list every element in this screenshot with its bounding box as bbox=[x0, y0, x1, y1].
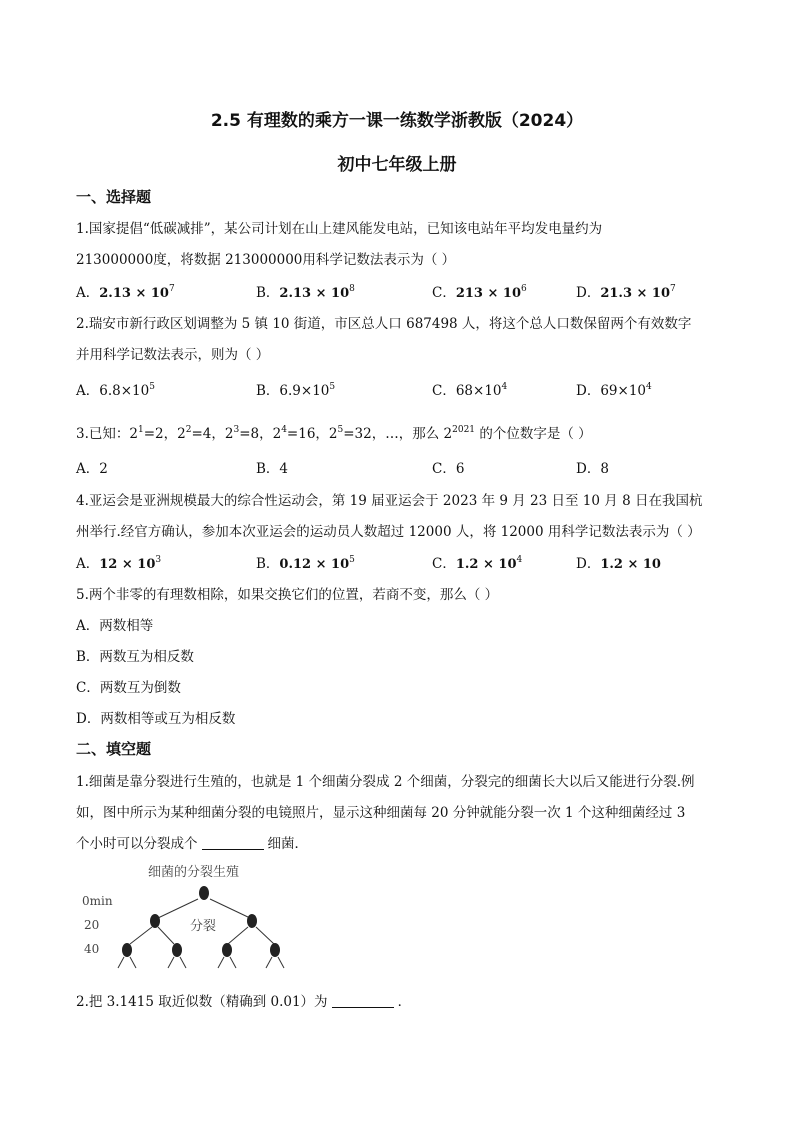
q4-option-c: C．$1.2 \times 10^4$ bbox=[432, 555, 523, 572]
q2-option-c: C．$68\times 10^4$ bbox=[432, 382, 508, 399]
section-heading-choice: 一、选择题 bbox=[76, 188, 152, 206]
q1-line2: 213000000度，将数据 213000000用科学记数法表示为（ ） bbox=[76, 252, 456, 268]
q2-line1: 2.瑞安市新行政区划调整为 5 镇 10 街道，市区总人口 687498 人，将这个总人口数保留两个有效数字 bbox=[76, 316, 692, 332]
time-label-40: 40 bbox=[84, 942, 100, 956]
bacterium-2c bbox=[222, 943, 232, 957]
figure-caption: 细菌的分裂生殖 bbox=[148, 865, 240, 880]
q1-option-b: B．$2.13 \times 10^8$ bbox=[256, 284, 355, 301]
bacterium-2a bbox=[122, 943, 132, 957]
q4-option-b: B．$0.12 \times 10^5$ bbox=[256, 555, 355, 572]
bacteria-division-diagram bbox=[78, 860, 298, 972]
q5-option-d: D．两数相等或互为相反数 bbox=[76, 711, 236, 727]
q3-option-b: B．4 bbox=[256, 461, 289, 477]
q4-option-a: A．$12 \times 10^3$ bbox=[76, 555, 162, 572]
q1-option-a: A．$2.13 \times 10^7$ bbox=[76, 284, 175, 301]
q4-option-d: D．1.2 × 10 bbox=[576, 556, 661, 572]
q1-option-d: D．$21.3 \times 10^7$ bbox=[576, 284, 676, 301]
section-heading-fill: 二、填空题 bbox=[76, 740, 152, 758]
q5-option-b: B．两数互为相反数 bbox=[76, 649, 194, 665]
bacterium-2d bbox=[270, 943, 280, 957]
q3-option-c: C．6 bbox=[432, 461, 465, 477]
fill2-line: 2.把 3.1415 取近似数（精确到 0.01）为 ． bbox=[76, 994, 412, 1010]
fill1-line1: 1.细菌是靠分裂进行生殖的，也就是 1 个细菌分裂成 2 个细菌，分裂完的细菌长大以后又能进行分裂.例 bbox=[76, 774, 695, 790]
q4-line2: 州举行.经官方确认，参加本次亚运会的运动员人数超过 12000 人，将 12000 用科学记数法表示为（ ） bbox=[76, 524, 701, 540]
fill1-line2: 如，图中所示为某种细菌分裂的电镜照片，显示这种细菌每 20 分钟就能分裂一次 1 个这种细菌经过 3 bbox=[76, 805, 686, 821]
q2-option-b: B．$6.9\times 10^5$ bbox=[256, 382, 336, 399]
time-label-0: 0min bbox=[82, 894, 113, 908]
doc-title-line1: 2.5 有理数的乘方一课一练数学浙教版（2024） bbox=[210, 111, 584, 131]
q3-line1: 3.已知：$2^1=2$，$2^2=4$，$2^3=8$，$2^4=16$，$2^5=32$，…，那么 $2^{2021}$ 的个位数字是（ ） bbox=[76, 425, 592, 442]
fill1-line3: 个小时可以分裂成个 细菌． bbox=[76, 836, 308, 852]
answer-blank-2[interactable] bbox=[332, 995, 394, 1008]
doc-title-line2: 初中七年级上册 bbox=[337, 155, 457, 175]
bacterium-2b bbox=[172, 943, 182, 957]
q4-line1: 4.亚运会是亚洲规模最大的综合性运动会，第 19 届亚运会于 2023 年 9 月 23 日至 10 月 8 日在我国杭 bbox=[76, 493, 703, 509]
time-label-20: 20 bbox=[84, 918, 100, 932]
q2-option-d: D．$69\times 10^4$ bbox=[576, 382, 652, 399]
bacterium-1b bbox=[247, 914, 257, 928]
q5-line1: 5.两个非零的有理数相除，如果交换它们的位置，若商不变，那么（ ） bbox=[76, 587, 499, 603]
q5-option-a: A．两数相等 bbox=[76, 618, 154, 634]
bacterium-1a bbox=[150, 914, 160, 928]
q5-option-c: C．两数互为倒数 bbox=[76, 680, 181, 696]
q2-line2: 并用科学记数法表示，则为（ ） bbox=[76, 347, 270, 363]
q1-line1: 1.国家提倡“低碳减排”，某公司计划在山上建风能发电站，已知该电站年平均发电量约为 bbox=[76, 221, 603, 237]
q2-option-a: A．$6.8\times 10^5$ bbox=[76, 382, 155, 399]
bacterium-0 bbox=[199, 886, 209, 900]
q3-option-d: D．8 bbox=[576, 461, 609, 477]
answer-blank[interactable] bbox=[202, 837, 264, 850]
q3-option-a: A．2 bbox=[76, 461, 108, 477]
division-label: 分裂 bbox=[190, 919, 217, 934]
q1-option-c: C．$213 \times 10^6$ bbox=[432, 284, 527, 301]
